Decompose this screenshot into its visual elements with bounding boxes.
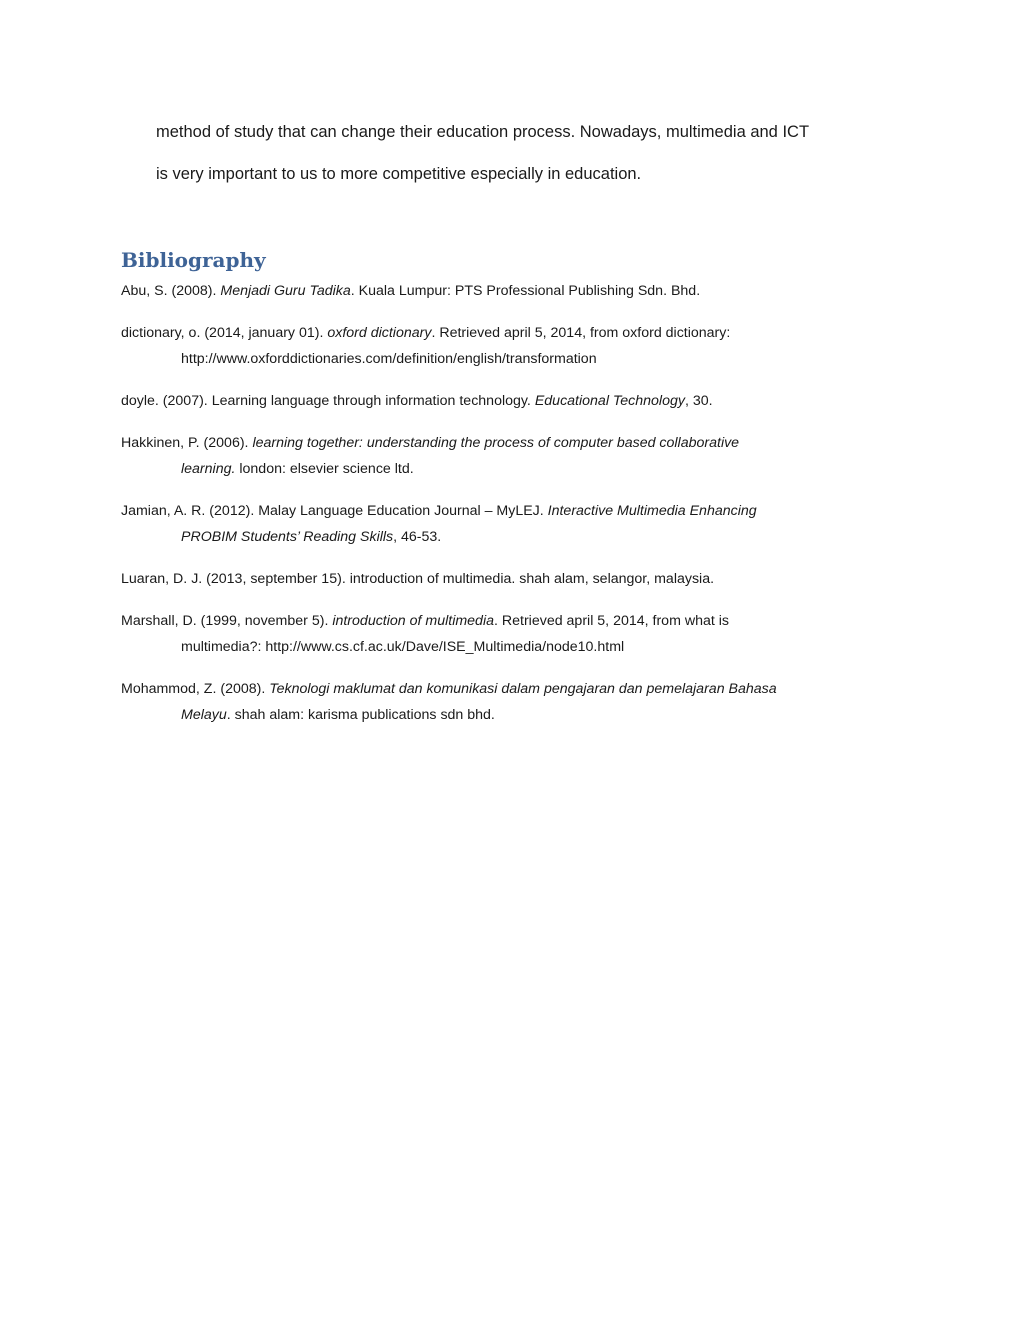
entry-title: Educational Technology [534,393,685,409]
entry-title: Melayu [181,707,227,723]
entry-title: introduction of multimedia [332,613,494,629]
bibliography-heading: Bibliography [121,248,266,272]
entry-text: , 46-53. [393,529,442,545]
bibliography-list [121,278,911,744]
entry-url: http://www.oxforddictionaries.com/definition/english/transformation [181,351,597,367]
bibliography-entry [121,320,911,372]
bibliography-entry [121,278,911,304]
entry-text: . Retrieved april 5, 2014, from oxford dictionary: [431,325,731,341]
entry-text: london: elsevier science ltd. [235,461,414,477]
entry-title: Menjadi Guru Tadika [220,283,351,299]
body-paragraph [156,120,916,204]
paragraph-line: method of study that can change their education process. Nowadays, multimedia and ICT [156,123,810,141]
bibliography-entry [121,566,911,592]
bibliography-entry [121,498,911,550]
entry-text: Mohammod, Z. (2008). [121,681,270,697]
entry-text: . shah alam: karisma publications sdn bhd. [226,707,495,723]
entry-title: PROBIM Students’ Reading Skills [181,529,394,545]
entry-title: Interactive Multimedia Enhancing [547,503,757,519]
entry-text: . Retrieved april 5, 2014, from what is [494,613,729,629]
entry-title: oxford dictionary [327,325,432,341]
entry-title: learning. [181,461,236,477]
entry-text: . Kuala Lumpur: PTS Professional Publishing Sdn. Bhd. [350,283,701,299]
entry-text: , 30. [684,393,713,409]
bibliography-entry [121,430,911,482]
bibliography-entry [121,676,911,728]
entry-text: Jamian, A. R. (2012). Malay Language Education Journal – MyLEJ. [121,503,548,519]
entry-url: multimedia?: http://www.cs.cf.ac.uk/Dave/ISE_Multimedia/node10.html [181,639,625,655]
paragraph-line: is very important to us to more competitive especially in education. [156,165,642,183]
bibliography-entry [121,608,911,660]
entry-text: Luaran, D. J. (2013, september 15). introduction of multimedia. shah alam, selangor, malaysia. [121,571,715,587]
bibliography-entry [121,388,911,414]
entry-text: dictionary, o. (2014, january 01). [121,325,328,341]
entry-title: learning together: understanding the process of computer based collaborative [252,435,740,451]
entry-text: doyle. (2007). Learning language through information technology. [121,393,535,409]
entry-text: Abu, S. (2008). [121,283,221,299]
entry-text: Hakkinen, P. (2006). [121,435,253,451]
entry-title: Teknologi maklumat dan komunikasi dalam pengajaran dan pemelajaran Bahasa [269,681,777,697]
entry-text: Marshall, D. (1999, november 5). [121,613,333,629]
